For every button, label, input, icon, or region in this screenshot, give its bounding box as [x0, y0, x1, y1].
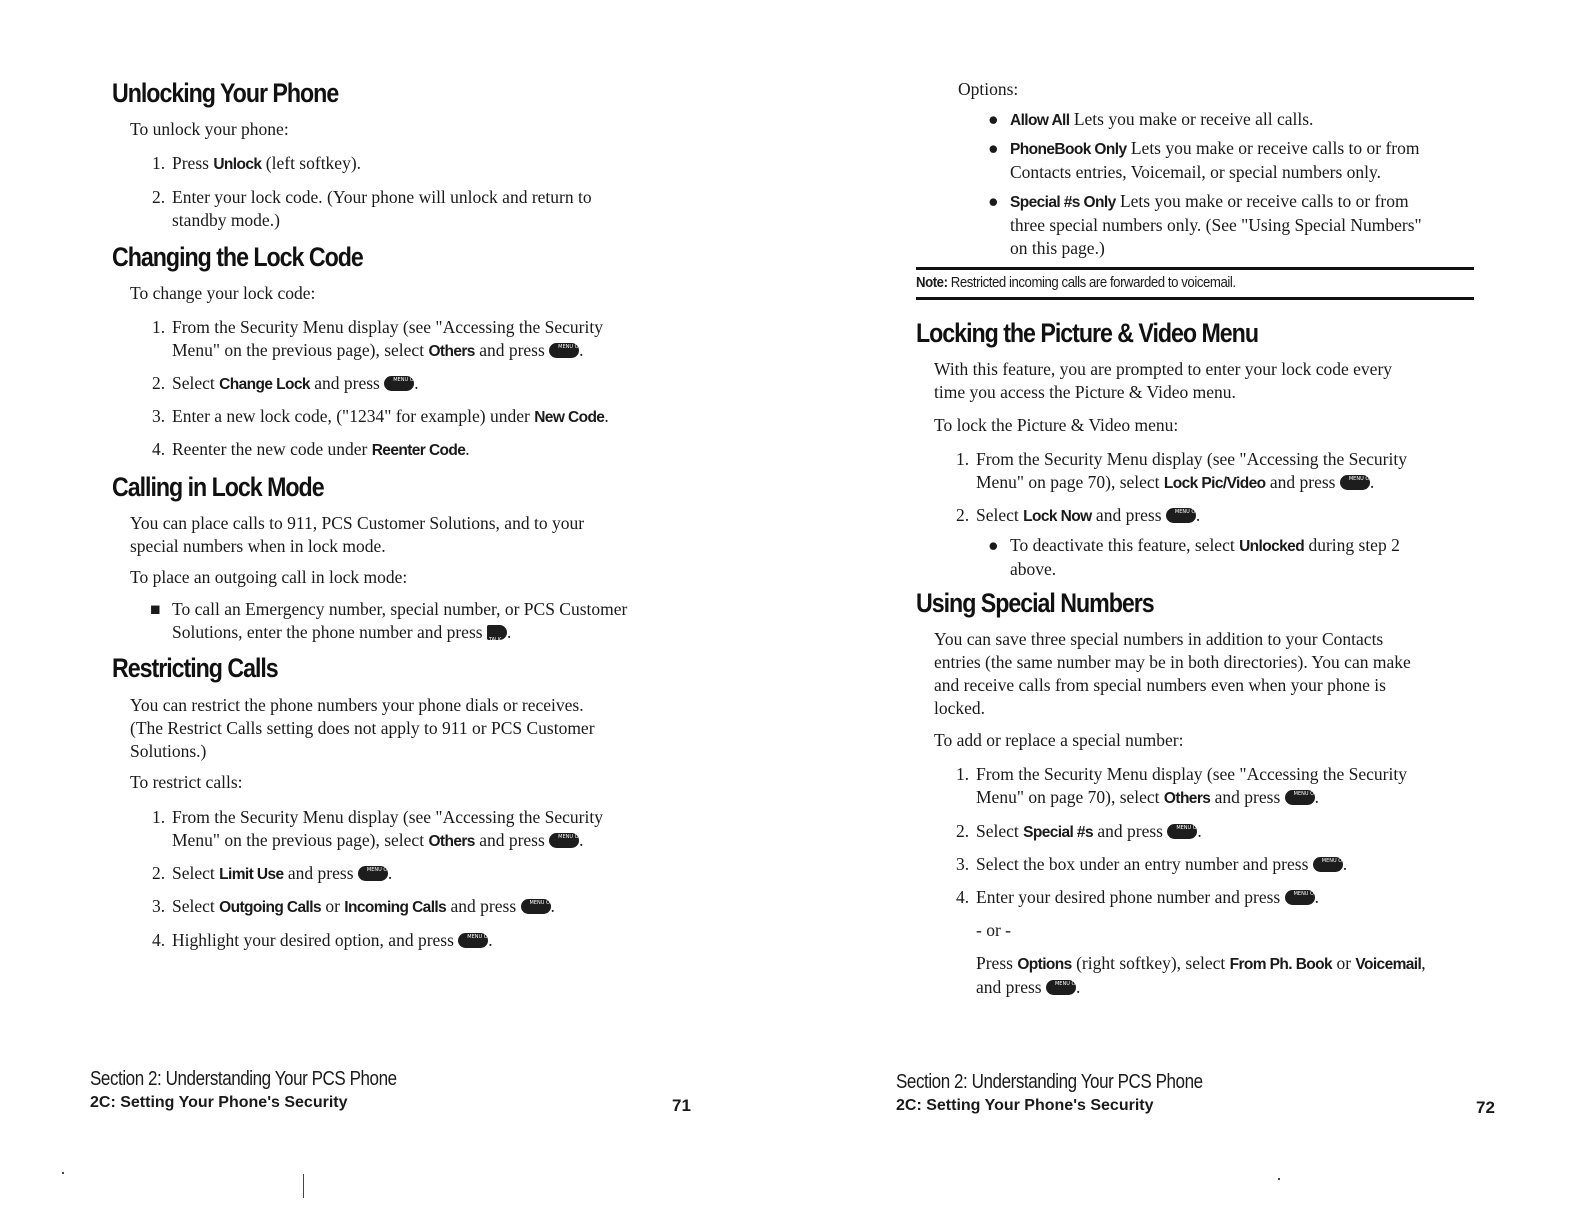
section-title-special: Using Special Numbers [916, 588, 1154, 618]
bullet-icon: ● [988, 138, 999, 158]
step-2: 2. Select Change Lock and press MENU OK. [152, 372, 419, 396]
section-title-unlocking: Unlocking Your Phone [112, 78, 339, 108]
section-title-calling: Calling in Lock Mode [112, 472, 324, 502]
paragraph: You can restrict the phone numbers your phone dials or receives. (The Restrict Calls setting does not apply to 911 or PCS Customer Solutions.) [130, 695, 595, 761]
bullet-icon: ● [988, 109, 999, 129]
note-rule-bottom [916, 297, 1474, 300]
menu-ok-key-icon [1313, 857, 1343, 872]
step-3: 3. Enter a new lock code, ("1234" for example) under New Code. [152, 406, 609, 426]
left-page [0, 0, 790, 1224]
menu-ok-key-icon [1167, 824, 1197, 839]
step-1: 1. From the Security Menu display (see "Accessing the Security Menu" on page 70), select Others and press MENU OK. [956, 763, 1407, 810]
bullet-icon: ■ [150, 599, 161, 619]
paragraph: To restrict calls: [130, 772, 243, 792]
paragraph: To unlock your phone: [130, 119, 289, 139]
keyword: From Ph. Book [1229, 956, 1333, 973]
section-title-restricting: Restricting Calls [112, 653, 278, 683]
paragraph: To lock the Picture & Video menu: [934, 415, 1179, 435]
bullet-icon: ● [988, 535, 999, 555]
menu-ok-key-icon [358, 866, 388, 881]
menu-ok-key-icon [1166, 508, 1196, 523]
list-item: ● Special #s Only Lets you make or receive calls to or from three special numbers only. (See "Using Special Numbers" on this page.) [988, 191, 1422, 258]
keyword: Reenter Code [371, 442, 466, 459]
keyword: Change Lock [219, 376, 310, 393]
step-3: 3. Select Outgoing Calls or Incoming Calls and press MENU OK. [152, 895, 555, 919]
note: Note: Restricted incoming calls are forwarded to voicemail. [916, 274, 1236, 291]
menu-ok-key-icon [549, 343, 579, 358]
keyword: Unlocked [1239, 538, 1305, 555]
keyword: Others [428, 343, 475, 360]
step-1: 1. From the Security Menu display (see "Accessing the Security Menu" on the previous page), select Others and press MENU OK. [152, 316, 603, 363]
step-2: 2. Enter your lock code. (Your phone will unlock and return to standby mode.) [152, 187, 592, 230]
page-number: 71 [672, 1096, 691, 1115]
footer-chapter: 2C: Setting Your Phone's Security [896, 1097, 1154, 1114]
footer-chapter: 2C: Setting Your Phone's Security [90, 1094, 348, 1111]
page-number: 72 [1476, 1098, 1495, 1117]
keyword: New Code [534, 409, 605, 426]
keyword: Special #s [1023, 824, 1093, 841]
menu-ok-key-icon [1340, 475, 1370, 490]
keyword: PhoneBook Only [1010, 141, 1127, 158]
paragraph: To change your lock code: [130, 283, 316, 303]
section-title-changing: Changing the Lock Code [112, 242, 363, 272]
keyword: Incoming Calls [344, 899, 447, 916]
alternate-step: Press Options (right softkey), select From Ph. Book or Voicemail, and press MENU OK. [976, 952, 1426, 999]
keyword: Others [428, 833, 475, 850]
options-label: Options: [958, 79, 1019, 99]
step-2: 2. Select Special #s and press MENU OK. [956, 820, 1202, 844]
footer-section: Section 2: Understanding Your PCS Phone [896, 1071, 1203, 1093]
paragraph: To place an outgoing call in lock mode: [130, 567, 408, 587]
list-item: ● Allow All Lets you make or receive all calls. [988, 109, 1314, 129]
scan-dot [62, 1172, 64, 1174]
note-rule-top [916, 267, 1474, 270]
list-item: ■ To call an Emergency number, special number, or PCS Customer Solutions, enter the phone number and press TALK. [150, 598, 627, 644]
step-4: 4. Enter your desired phone number and press MENU OK. [956, 886, 1319, 909]
right-page [792, 0, 1584, 1224]
keyword: Outgoing Calls [219, 899, 321, 916]
keyword: Special #s Only [1010, 194, 1116, 211]
menu-ok-key-icon [1046, 980, 1076, 995]
paragraph: You can save three special numbers in addition to your Contacts entries (the same number may be in both directories). You can make and receive calls from special numbers even when your phone is locked. [934, 629, 1411, 718]
bullet-icon: ● [988, 191, 999, 211]
step-1: 1. From the Security Menu display (see "Accessing the Security Menu" on page 70), select Lock Pic/Video and press MENU OK. [956, 448, 1407, 495]
step-3: 3. Select the box under an entry number and press MENU OK. [956, 853, 1347, 876]
step-2: 2. Select Lock Now and press MENU OK. [956, 504, 1200, 528]
scan-mark [303, 1174, 304, 1198]
keyword: Unlock [213, 156, 262, 173]
list-item: ● PhoneBook Only Lets you make or receive calls to or from Contacts entries, Voicemail, or special numbers only. [988, 138, 1420, 182]
keyword: Limit Use [219, 866, 284, 883]
keyword: Lock Pic/Video [1163, 475, 1266, 492]
step-1: 1. Press Unlock (left softkey). [152, 153, 362, 173]
list-item: ● To deactivate this feature, select Unlocked during step 2 above. [988, 535, 1400, 579]
keyword: Options [1017, 956, 1072, 973]
keyword: Others [1163, 790, 1211, 807]
keyword: Voicemail [1355, 956, 1422, 973]
section-title-locking: Locking the Picture & Video Menu [916, 318, 1258, 348]
talk-key-icon [487, 625, 507, 640]
or-separator: - or - [976, 920, 1011, 940]
keyword: Allow All [1010, 112, 1070, 129]
menu-ok-key-icon [1285, 790, 1315, 805]
step-4: 4. Reenter the new code under Reenter Code. [152, 439, 470, 459]
step-2: 2. Select Limit Use and press MENU OK. [152, 862, 392, 886]
paragraph: To add or replace a special number: [934, 730, 1184, 750]
paragraph: You can place calls to 911, PCS Customer Solutions, and to your special numbers when in lock mode. [130, 513, 585, 556]
menu-ok-key-icon [458, 933, 488, 948]
menu-ok-key-icon [521, 899, 551, 914]
step-1: 1. From the Security Menu display (see "Accessing the Security Menu" on the previous page), select Others and press MENU OK. [152, 806, 603, 853]
scan-dot [1278, 1178, 1280, 1180]
menu-ok-key-icon [1285, 890, 1315, 905]
footer-section: Section 2: Understanding Your PCS Phone [90, 1068, 397, 1090]
menu-ok-key-icon [384, 376, 414, 391]
step-4: 4. Highlight your desired option, and press MENU OK. [152, 929, 493, 952]
paragraph: With this feature, you are prompted to enter your lock code every time you access the Picture & Video menu. [934, 359, 1393, 402]
keyword: Lock Now [1023, 508, 1092, 525]
menu-ok-key-icon [549, 833, 579, 848]
